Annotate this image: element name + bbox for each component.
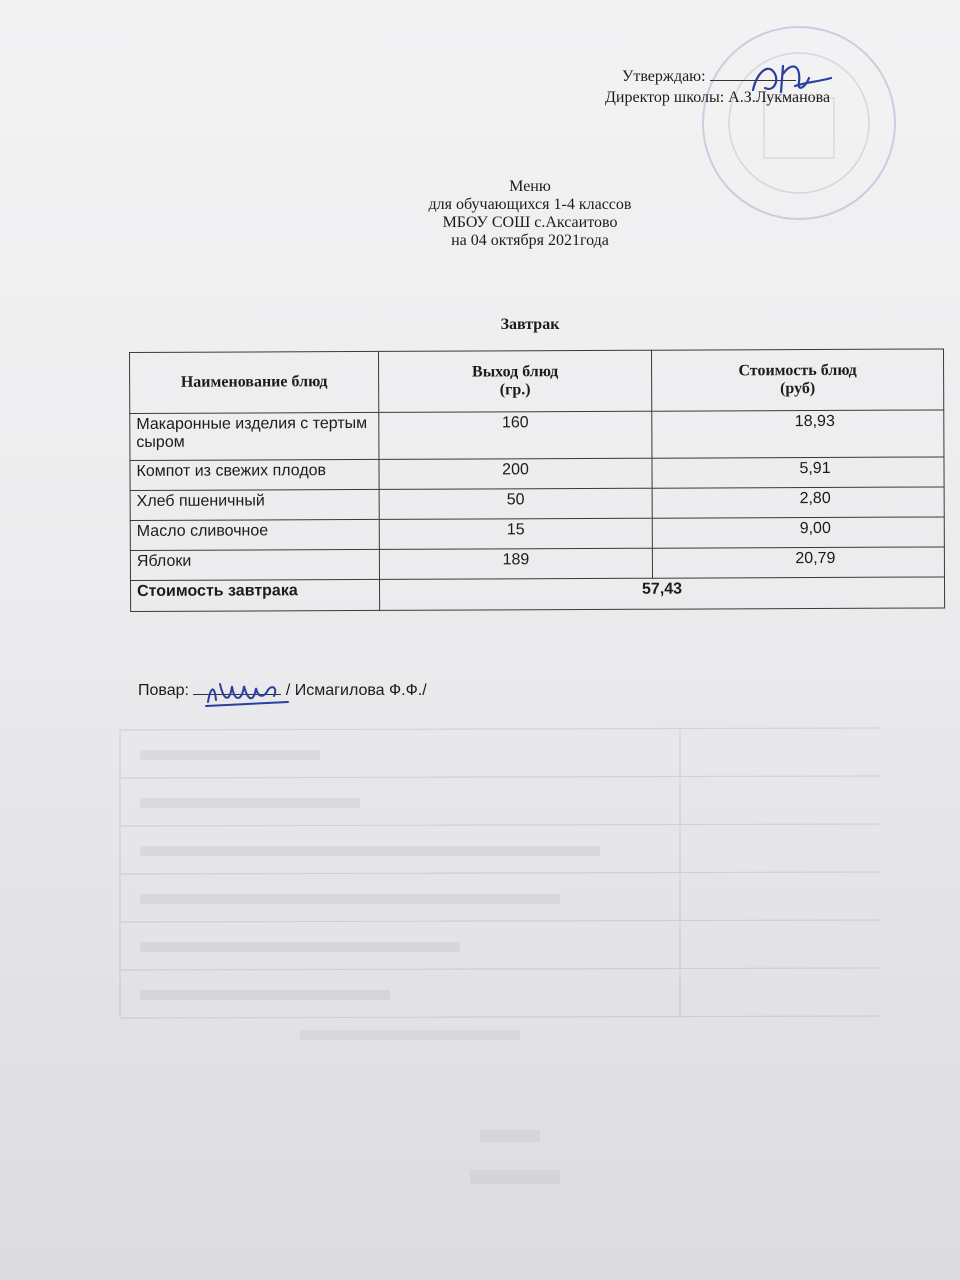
dish-price: 18,93 <box>652 410 944 458</box>
dish-price: 20,79 <box>652 547 944 578</box>
table-row <box>130 457 944 491</box>
bleed-through-shadow <box>80 700 960 1280</box>
cook-signature <box>202 672 292 712</box>
table-row <box>130 487 944 521</box>
table-header-row <box>130 349 944 414</box>
column-header-weight <box>378 350 651 412</box>
director-name: Директор школы: А.З.Лукманова <box>605 89 831 106</box>
dish-price: 5,91 <box>652 457 944 488</box>
dish-weight: 200 <box>379 458 652 489</box>
dish-weight: 189 <box>379 548 652 579</box>
table-row <box>130 547 944 581</box>
dish-name: Яблоки <box>130 549 379 580</box>
cook-label: Повар: <box>138 682 189 699</box>
total-label: Стоимость завтрака <box>130 579 379 611</box>
column-header-price <box>651 349 943 411</box>
column-header-price-line2: (руб) <box>780 380 816 398</box>
total-row <box>130 577 944 612</box>
menu-table <box>129 348 945 612</box>
dish-name: Масло сливочное <box>130 519 379 550</box>
dish-name: Компот из свежих плодов <box>130 459 379 490</box>
table-row <box>130 517 944 551</box>
cook-name: / Исмагилова Ф.Ф./ <box>285 682 427 699</box>
column-header-price-line1: Стоимость блюд <box>738 361 857 380</box>
director-signature <box>735 52 835 102</box>
dish-name: Хлеб пшеничный <box>130 489 379 520</box>
header-line-2: для обучающихся 1-4 классов <box>428 196 632 213</box>
dish-weight: 160 <box>379 411 652 459</box>
header-line-4: на 04 октября 2021года <box>451 232 609 249</box>
table-row <box>130 410 944 461</box>
approval-label: Утверждаю: <box>622 68 706 85</box>
menu-header <box>300 178 760 250</box>
dish-price: 2,80 <box>652 487 944 518</box>
column-header-weight-line1: Выход блюд <box>471 363 559 381</box>
dish-weight: 15 <box>379 518 652 549</box>
header-line-3: МБОУ СОШ с.Аксаитово <box>442 214 618 231</box>
dish-weight: 50 <box>379 488 652 519</box>
section-title: Завтрак <box>500 316 560 333</box>
column-header-weight-line2: (гр.) <box>499 381 531 399</box>
dish-name: Макаронные изделия с тертым сыром <box>130 412 379 460</box>
column-header-name: Наименование блюд <box>130 351 379 413</box>
dish-price: 9,00 <box>652 517 944 548</box>
total-value: 57,43 <box>379 577 944 610</box>
header-line-1: Меню <box>509 178 551 195</box>
